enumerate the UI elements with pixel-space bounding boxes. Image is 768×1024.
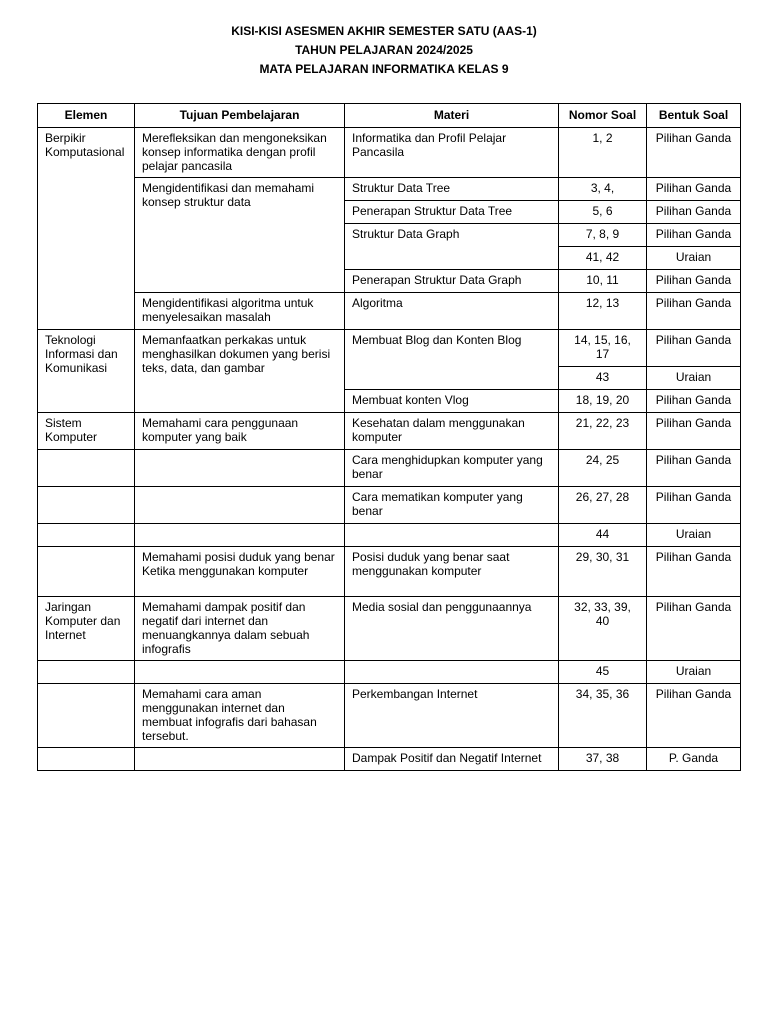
cell-materi: Struktur Data Tree <box>345 178 559 201</box>
cell-materi: Posisi duduk yang benar saat menggunakan komputer <box>345 547 559 597</box>
table-row <box>38 330 741 367</box>
cell-nomor-soal: 12, 13 <box>559 293 647 330</box>
cell-tujuan: Mengidentifikasi dan memahami konsep struktur data <box>135 178 345 293</box>
table-row <box>38 450 741 487</box>
cell-bentuk-soal: Pilihan Ganda <box>647 684 741 748</box>
cell-tujuan: Memahami cara penggunaan komputer yang baik <box>135 413 345 450</box>
cell-materi: Penerapan Struktur Data Graph <box>345 270 559 293</box>
cell-bentuk-soal: Pilihan Ganda <box>647 201 741 224</box>
cell-materi: Membuat Blog dan Konten Blog <box>345 330 559 390</box>
cell-materi: Penerapan Struktur Data Tree <box>345 201 559 224</box>
cell-materi <box>345 661 559 684</box>
heading-line-1: KISI-KISI ASESMEN AKHIR SEMESTER SATU (AAS-1) <box>231 24 537 38</box>
cell-bentuk-soal: Pilihan Ganda <box>647 178 741 201</box>
cell-bentuk-soal: Pilihan Ganda <box>647 224 741 247</box>
header-bentuk-soal: Bentuk Soal <box>647 104 741 128</box>
cell-nomor-soal: 34, 35, 36 <box>559 684 647 748</box>
cell-nomor-soal: 5, 6 <box>559 201 647 224</box>
cell-tujuan <box>135 524 345 547</box>
cell-bentuk-soal: Pilihan Ganda <box>647 390 741 413</box>
cell-nomor-soal: 44 <box>559 524 647 547</box>
table-header-row <box>38 104 741 128</box>
cell-bentuk-soal: Pilihan Ganda <box>647 270 741 293</box>
cell-nomor-soal: 29, 30, 31 <box>559 547 647 597</box>
header-nomor-soal: Nomor Soal <box>559 104 647 128</box>
cell-tujuan <box>135 748 345 771</box>
table-row <box>38 547 741 597</box>
cell-nomor-soal: 10, 11 <box>559 270 647 293</box>
cell-nomor-soal: 37, 38 <box>559 748 647 771</box>
cell-bentuk-soal: P. Ganda <box>647 748 741 771</box>
cell-tujuan <box>135 487 345 524</box>
cell-materi <box>345 524 559 547</box>
heading-line-3: MATA PELAJARAN INFORMATIKA KELAS 9 <box>259 62 509 76</box>
cell-materi: Informatika dan Profil Pelajar Pancasila <box>345 128 559 178</box>
cell-nomor-soal: 21, 22, 23 <box>559 413 647 450</box>
cell-nomor-soal: 14, 15, 16, 17 <box>559 330 647 367</box>
cell-tujuan: Memahami dampak positif dan negatif dari internet dan menuangkannya dalam sebuah infografis <box>135 597 345 661</box>
cell-materi: Dampak Positif dan Negatif Internet <box>345 748 559 771</box>
cell-materi: Kesehatan dalam menggunakan komputer <box>345 413 559 450</box>
cell-bentuk-soal: Pilihan Ganda <box>647 330 741 367</box>
cell-bentuk-soal: Uraian <box>647 247 741 270</box>
table-row <box>38 748 741 771</box>
cell-tujuan: Mengidentifikasi algoritma untuk menyelesaikan masalah <box>135 293 345 330</box>
cell-materi: Media sosial dan penggunaannya <box>345 597 559 661</box>
cell-elemen <box>38 748 135 771</box>
cell-elemen: Teknologi Informasi dan Komunikasi <box>38 330 135 413</box>
cell-bentuk-soal: Pilihan Ganda <box>647 547 741 597</box>
table-row <box>38 487 741 524</box>
cell-bentuk-soal: Pilihan Ganda <box>647 597 741 661</box>
cell-elemen: Jaringan Komputer dan Internet <box>38 597 135 661</box>
header-materi: Materi <box>345 104 559 128</box>
cell-bentuk-soal: Pilihan Ganda <box>647 413 741 450</box>
cell-tujuan <box>135 661 345 684</box>
cell-materi: Cara mematikan komputer yang benar <box>345 487 559 524</box>
cell-bentuk-soal: Uraian <box>647 367 741 390</box>
cell-nomor-soal: 1, 2 <box>559 128 647 178</box>
header-elemen: Elemen <box>38 104 135 128</box>
cell-materi: Perkembangan Internet <box>345 684 559 748</box>
cell-elemen: Sistem Komputer <box>38 413 135 450</box>
cell-materi: Membuat konten Vlog <box>345 390 559 413</box>
cell-nomor-soal: 32, 33, 39, 40 <box>559 597 647 661</box>
document-heading <box>0 22 768 79</box>
cell-tujuan: Memanfaatkan perkakas untuk menghasilkan dokumen yang berisi teks, data, dan gambar <box>135 330 345 413</box>
cell-nomor-soal: 3, 4, <box>559 178 647 201</box>
cell-elemen <box>38 661 135 684</box>
table-row <box>38 597 741 661</box>
cell-elemen <box>38 684 135 748</box>
cell-materi: Cara menghidupkan komputer yang benar <box>345 450 559 487</box>
cell-elemen <box>38 487 135 524</box>
cell-elemen: Berpikir Komputasional <box>38 128 135 330</box>
table-row <box>38 128 741 178</box>
cell-nomor-soal: 18, 19, 20 <box>559 390 647 413</box>
table-row <box>38 524 741 547</box>
cell-elemen <box>38 524 135 547</box>
table-row <box>38 661 741 684</box>
header-tujuan: Tujuan Pembelajaran <box>135 104 345 128</box>
cell-nomor-soal: 43 <box>559 367 647 390</box>
cell-tujuan: Memahami cara aman menggunakan internet dan membuat infografis dari bahasan tersebut. <box>135 684 345 748</box>
cell-tujuan: Memahami posisi duduk yang benar Ketika menggunakan komputer <box>135 547 345 597</box>
cell-bentuk-soal: Uraian <box>647 524 741 547</box>
cell-materi: Struktur Data Graph <box>345 224 559 270</box>
cell-nomor-soal: 41, 42 <box>559 247 647 270</box>
table-row <box>38 178 741 201</box>
cell-elemen <box>38 547 135 597</box>
heading-line-2: TAHUN PELAJARAN 2024/2025 <box>295 43 473 57</box>
cell-nomor-soal: 24, 25 <box>559 450 647 487</box>
cell-materi: Algoritma <box>345 293 559 330</box>
cell-bentuk-soal: Pilihan Ganda <box>647 128 741 178</box>
cell-bentuk-soal: Uraian <box>647 661 741 684</box>
cell-nomor-soal: 45 <box>559 661 647 684</box>
cell-elemen <box>38 450 135 487</box>
cell-tujuan <box>135 450 345 487</box>
cell-nomor-soal: 7, 8, 9 <box>559 224 647 247</box>
table-row <box>38 293 741 330</box>
table-row <box>38 684 741 748</box>
cell-tujuan: Merefleksikan dan mengoneksikan konsep informatika dengan profil pelajar pancasila <box>135 128 345 178</box>
table-row <box>38 413 741 450</box>
cell-nomor-soal: 26, 27, 28 <box>559 487 647 524</box>
cell-bentuk-soal: Pilihan Ganda <box>647 487 741 524</box>
kisi-kisi-table <box>37 103 741 771</box>
cell-bentuk-soal: Pilihan Ganda <box>647 293 741 330</box>
cell-bentuk-soal: Pilihan Ganda <box>647 450 741 487</box>
